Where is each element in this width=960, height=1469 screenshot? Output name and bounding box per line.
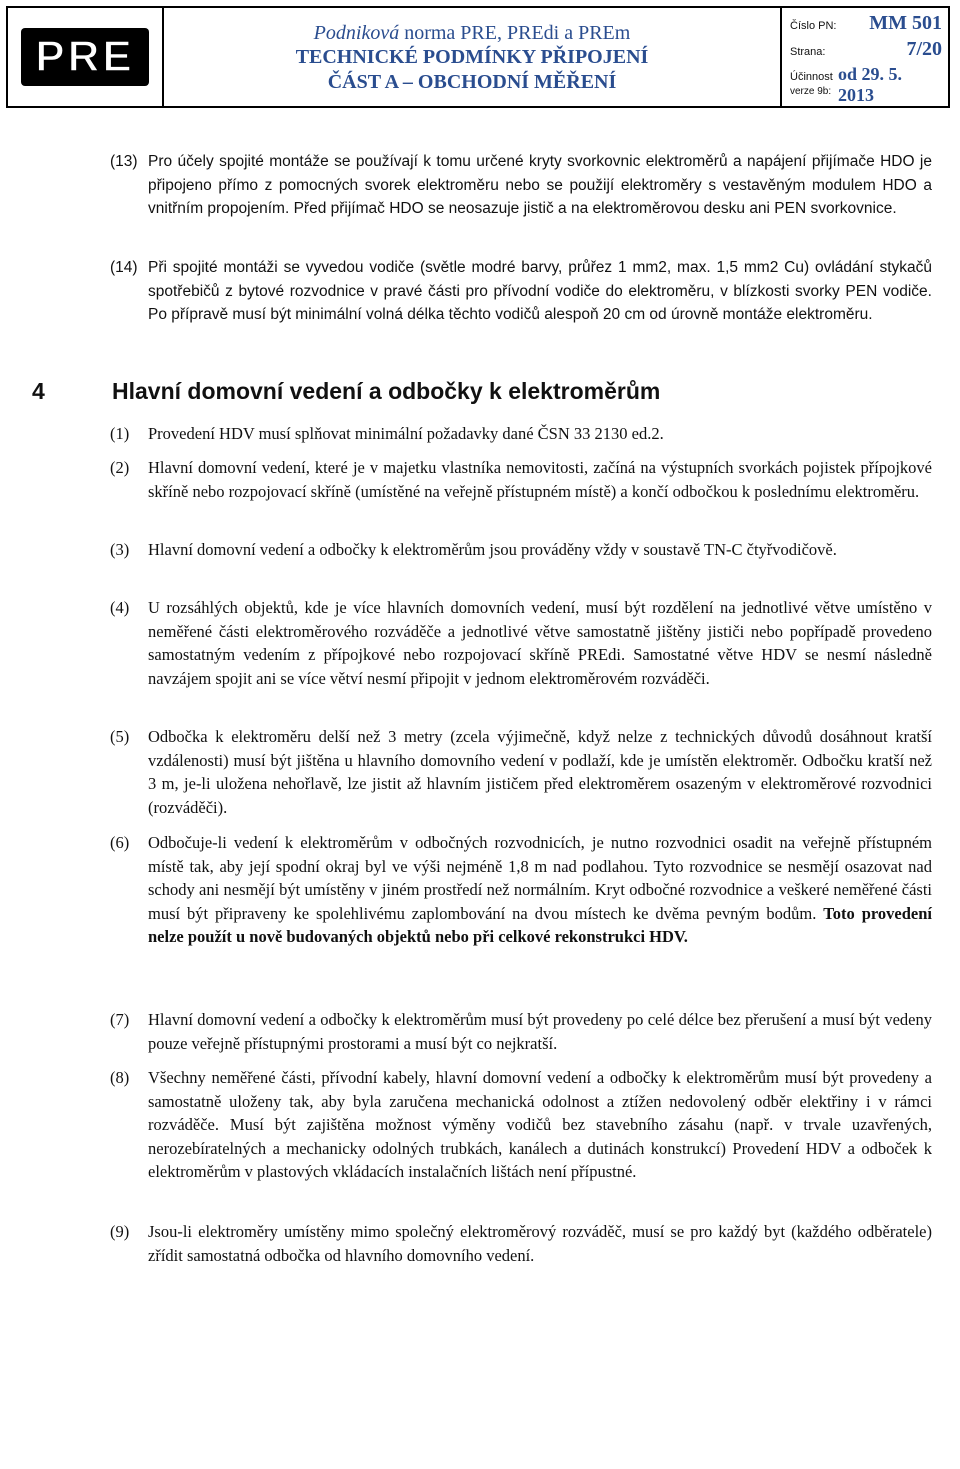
item-14: (14) Při spojité montáži se vyvedou vodiče (světle modré barvy, průřez 1 mm2, max. 1,5 mm2 Cu) ovládání stykačů spotřebičů z bytové rozvodnice v pravé části pro přívodní vodiče do elektroměru, v blízkosti svorky PEN vodiče. Po přípravě musí být minimální volná délka těchto vodičů alespoň 20 cm od úrovně montáže elektroměru. bbox=[110, 259, 932, 323]
doc-number: MM 501 bbox=[869, 12, 942, 34]
document-title: TECHNICKÉ PODMÍNKY PŘIPOJENÍ bbox=[295, 46, 649, 68]
effective-row: Účinnost od 29. 5. 2013 bbox=[790, 64, 942, 106]
logo-cell bbox=[8, 8, 164, 106]
page-row: Strana: 7/20 bbox=[790, 38, 942, 60]
item-2: (2) Hlavní domovní vedení, které je v majetku vlastníka nemovitosti, začíná na výstupních svorkách pojistek přípojkové skříně nebo rozpojovací skříně (umístěné na veřejně přístupném místě) a končí odbočkou k poslednímu elektroměru. bbox=[110, 458, 932, 501]
header-title bbox=[164, 8, 782, 106]
document-part: ČÁST A – OBCHODNÍ MĚŘENÍ bbox=[327, 71, 617, 93]
bold-note: Toto provedení nelze použít u nově budovaných objektů nebo při celkové rekonstrukci HDV. bbox=[148, 903, 932, 946]
logo-text: PRE bbox=[35, 32, 135, 81]
page-number: 7/20 bbox=[906, 38, 942, 60]
item-7: (7) Hlavní domovní vedení a odbočky k elektroměrům musí být provedeny po celé délce bez přerušení a musí být vedeny pouze veřejně přístupnými prostorami a musí být co nejkratší. bbox=[110, 1010, 932, 1053]
section-heading bbox=[32, 378, 660, 405]
header-meta bbox=[782, 8, 948, 106]
section-title: Hlavní domovní vedení a odbočky k elektroměrům bbox=[112, 378, 661, 404]
effective-date: od 29. 5. 2013 bbox=[838, 64, 903, 105]
item-3: (3) Hlavní domovní vedení a odbočky k elektroměrům jsou prováděny vždy v soustavě TN-C čtyřvodičově. bbox=[110, 540, 837, 559]
page-header bbox=[6, 6, 950, 108]
version-label: verze 9b: bbox=[790, 86, 832, 97]
item-6: (6) Odbočuje-li vedení k elektroměrům v odbočných rozvodnicích, je nutno rozvodnici osadit na veřejně přístupném místě tak, aby její spodní okraj byl ve výši nejméně 1,8 m nad podlahou. Tyto rozvodnice se nesmějí osazovat nad schody ani nesmějí být umístěny v jiném prostředí než normálním. Kryt odbočné rozvodnice a veškeré neměřené části musí být připraveny ke spolehlivému zaplombování na dvou místech ke dvěma pevným bodům. Toto provedení nelze použít u nově budovaných objektů nebo při celkové rekonstrukci HDV. bbox=[110, 833, 932, 946]
item-1: (1) Provedení HDV musí splňovat minimální požadavky dané ČSN 33 2130 ed.2. bbox=[110, 424, 664, 443]
item-8: (8) Všechny neměřené části, přívodní kabely, hlavní domovní vedení a odbočky k elektroměrům musí být provedeny a samostatně uloženy tak, aby byla zaručena mechanická odolnost a ztížen nedovolený odběr elektřiny i v rámci rozváděče. Musí být zajištěna možnost výměny vodičů bez stavebního zásahu (např. v trvale uzavřených, nerozebíratelných a mechanicky odolných trubkách, kanálech a dutinách konstrukcí) Provedení HDV a odboček k elektroměrům v plastových vkládacích instalačních lištách není přípustné. bbox=[110, 1068, 932, 1181]
item-13: (13) Pro účely spojité montáže se používají k tomu určené kryty svorkovnic elektroměrů a napájení přijímače HDO je připojeno přímo z pomocných svorek elektroměru nebo se použijí elektroměry s vestavěným modulem HDO a vnitřním propojením. Před přijímač HDO se neosazuje jistič a na elektroměrovou desku ani PEN svorkovnice. bbox=[110, 153, 932, 217]
standard-name: Podniková norma PRE, PREdi a PREm bbox=[313, 22, 631, 44]
version-row bbox=[790, 86, 942, 97]
section-number: 4 bbox=[32, 378, 45, 404]
item-4: (4) U rozsáhlých objektů, kde je více hlavních domovních vedení, musí být rozdělení na jednotlivé větve umístěno v neměřené části elektroměrového rozváděče a jednotlivé větve samostatně jištěny jističi nebo popřípadě provedeno samostatným vedením z přípojkové nebo rozpojovací skříně PREdi. Samostatné větve HDV se nesmí následně navzájem spojit ani se více větví nesmí připojit v jednom elektroměrovém rozváděči. bbox=[110, 598, 932, 688]
item-5: (5) Odbočka k elektroměru delší než 3 metry (zcela výjimečně, když nelze z technických důvodů dosáhnout kratší vzdálenosti) musí být jištěna u hlavního domovního vedení v podlaží, kde je umístěn elektroměr. Odbočku kratší než 3 m, je-li uložena nehořlavě, lze jistit až hlavním jističem před elektroměrem osazeným v elektroměrové rozvodnici (rozváděči). bbox=[110, 727, 932, 817]
pre-logo bbox=[21, 28, 149, 86]
doc-number-row: Číslo PN: MM 501 bbox=[790, 12, 942, 34]
item-9: (9) Jsou-li elektroměry umístěny mimo společný elektroměrový rozváděč, musí se pro každý byt (každého odběratele) zřídit samostatná odbočka od hlavního domovního vedení. bbox=[110, 1222, 932, 1265]
